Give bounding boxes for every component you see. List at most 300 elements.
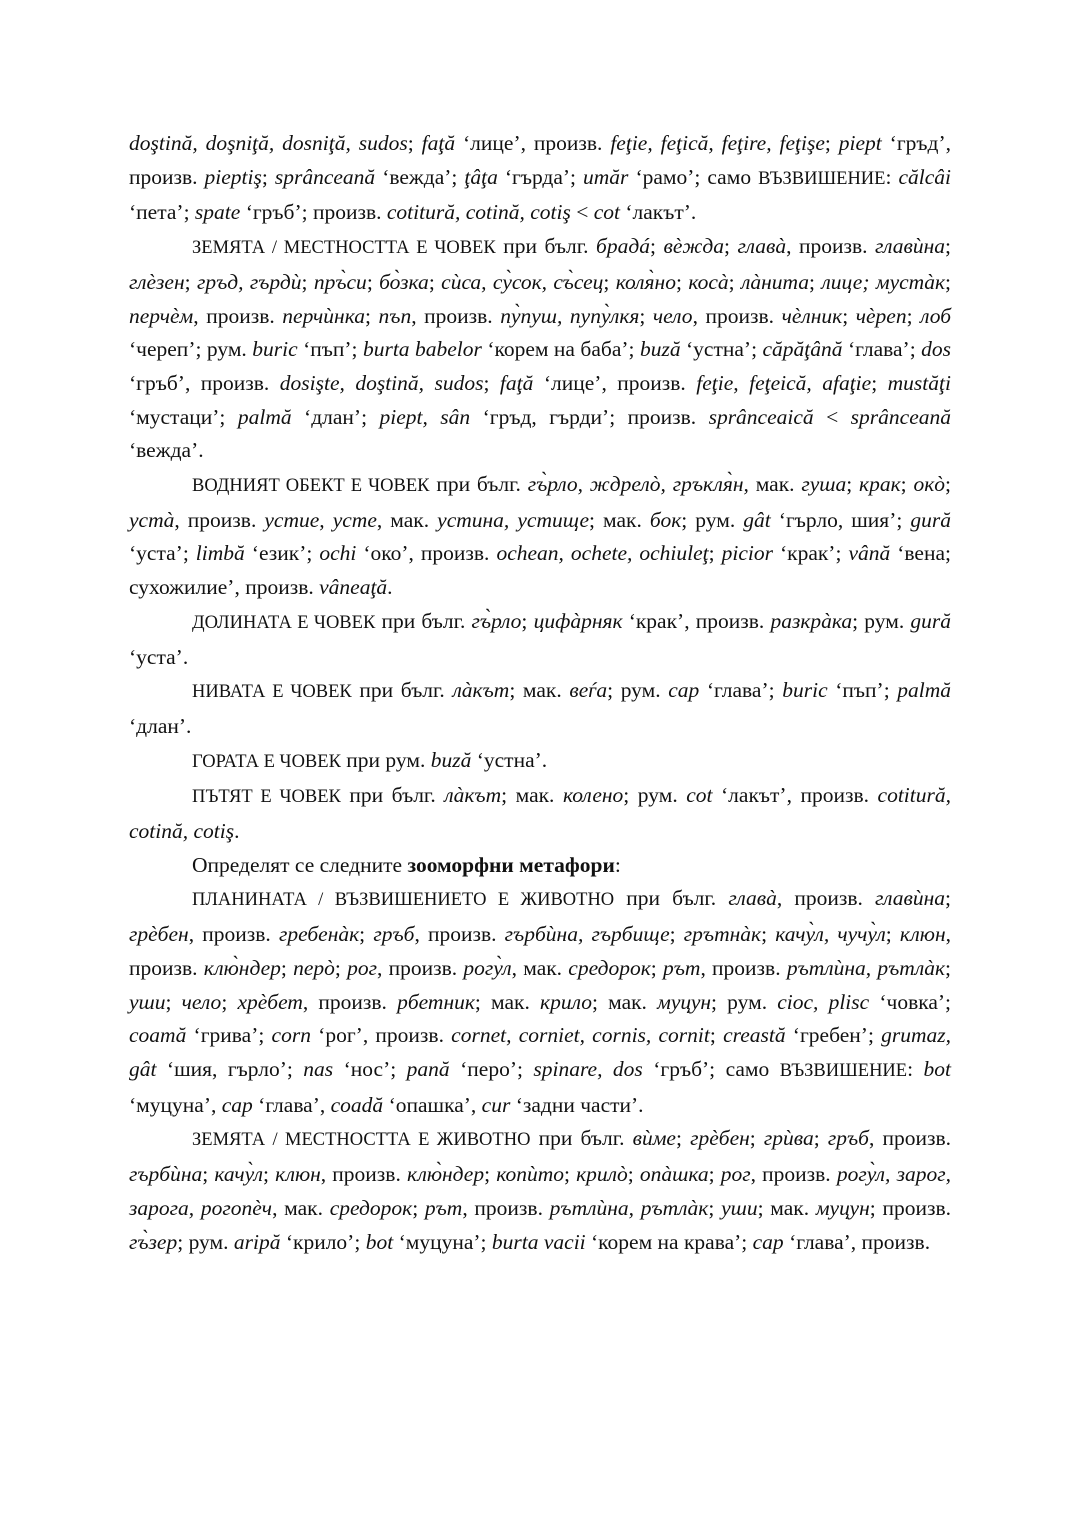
italic-term: doştină, doşniţă, dosniţă, sudos bbox=[129, 131, 408, 155]
text-run: ‘гребен’; bbox=[785, 1023, 882, 1048]
italic-term: глѐзен bbox=[129, 269, 185, 294]
italic-term: sprânceană bbox=[850, 404, 951, 429]
text-run: ; мак. bbox=[757, 1195, 816, 1220]
text-run: ; bbox=[627, 1162, 640, 1187]
text-run: ; bbox=[813, 1126, 828, 1151]
italic-term: pieptiş bbox=[204, 164, 262, 189]
document-page bbox=[129, 127, 951, 1259]
text-run: ; мак. bbox=[474, 989, 541, 1014]
italic-term: рог bbox=[347, 955, 378, 980]
text-run: ‘рамо’; само bbox=[628, 164, 759, 189]
text-run: ‘гърда’; bbox=[497, 164, 584, 189]
italic-term: уши bbox=[129, 989, 166, 1014]
italic-term: брадá bbox=[596, 234, 650, 259]
italic-term: рогу̀л bbox=[463, 955, 512, 980]
italic-term: чело bbox=[652, 303, 693, 328]
italic-term: крило bbox=[540, 989, 592, 1014]
italic-term: главѝна bbox=[875, 886, 946, 911]
text-run: ; bbox=[749, 1126, 764, 1151]
italic-term: рътлѝна, рътлàк bbox=[549, 1195, 709, 1220]
paragraph bbox=[129, 744, 951, 780]
text-run: ; bbox=[669, 922, 684, 947]
text-run: ‘пъп’; bbox=[297, 337, 363, 362]
italic-term: устие, усте bbox=[264, 507, 377, 532]
text-run: ‘грива’; bbox=[186, 1023, 272, 1048]
text-run: ‘глава’, bbox=[252, 1092, 331, 1117]
italic-term: устà bbox=[129, 507, 175, 532]
italic-term: уши bbox=[721, 1195, 758, 1220]
italic-term: грѐбен bbox=[690, 1126, 750, 1151]
text-run: ‘шия, гърло’; bbox=[156, 1056, 304, 1081]
italic-term: крилò bbox=[576, 1162, 628, 1187]
text-run: , произв. bbox=[462, 1195, 550, 1220]
text-run: ; рум. bbox=[607, 678, 669, 703]
text-run: ; bbox=[809, 269, 822, 294]
text-run: ‘човка’; bbox=[869, 989, 952, 1014]
text-run: ; bbox=[412, 1195, 425, 1220]
smallcaps-label: ПЛАНИНАТА / ВЪЗВИШЕНИЕТО Е ЖИВОТНО bbox=[192, 890, 615, 911]
text-run: ‘глава’; bbox=[842, 337, 922, 362]
italic-term: palmă bbox=[237, 404, 292, 429]
italic-term: рог bbox=[720, 1162, 751, 1187]
text-run: ; bbox=[675, 269, 689, 294]
text-run: , произв. bbox=[320, 1162, 407, 1187]
text-run: ; bbox=[359, 922, 374, 947]
paragraph bbox=[129, 779, 951, 848]
paragraph bbox=[129, 605, 951, 674]
text-run: , произв. bbox=[776, 886, 876, 911]
italic-term: cot bbox=[593, 200, 620, 225]
text-run: ; bbox=[639, 303, 653, 328]
italic-term: цифàрняк bbox=[533, 608, 623, 633]
italic-term: чело bbox=[181, 989, 222, 1014]
italic-term: рът bbox=[663, 955, 701, 980]
italic-term: faţă bbox=[421, 131, 456, 155]
italic-term: ochi bbox=[319, 541, 357, 566]
text-run: ‘пета’; bbox=[129, 200, 195, 225]
italic-term: ochean, ochete, ochiuleţ bbox=[496, 541, 709, 566]
text-run: ‘перо’; bbox=[449, 1056, 534, 1081]
text-run: , произв. bbox=[786, 234, 876, 259]
italic-term: главà bbox=[737, 234, 787, 259]
italic-term: окò bbox=[913, 472, 946, 497]
text-run: , произв. bbox=[411, 303, 501, 328]
text-run: ; bbox=[165, 989, 182, 1014]
text-run: ; bbox=[301, 269, 314, 294]
italic-term: крак bbox=[859, 472, 901, 497]
text-run: ; bbox=[675, 1126, 691, 1151]
text-run: ; bbox=[262, 1162, 276, 1187]
italic-term: разкрàка bbox=[770, 608, 853, 633]
text-run: ; мак. bbox=[501, 783, 563, 808]
text-run: ; bbox=[724, 234, 738, 259]
italic-term: cap bbox=[668, 678, 700, 703]
text-run: ‘устна’. bbox=[471, 747, 548, 772]
text-run: ‘вежда’; bbox=[375, 164, 465, 189]
smallcaps-label: ВЪЗВИШЕНИЕ bbox=[758, 168, 886, 189]
italic-term: клю̀ндер bbox=[203, 955, 281, 980]
paragraph bbox=[129, 849, 951, 883]
text-run: ; bbox=[824, 131, 839, 155]
text-run: ‘корем на баба’; bbox=[481, 337, 640, 362]
italic-term: limbă bbox=[195, 541, 245, 566]
text-run: < bbox=[570, 200, 594, 225]
italic-term: гръд, гърдѝ bbox=[196, 269, 302, 294]
italic-term: feţie, feţeică, afaţie bbox=[696, 370, 872, 395]
italic-term: рът bbox=[424, 1195, 463, 1220]
text-run: ‘уста’. bbox=[129, 644, 189, 669]
text-run: при бълг. bbox=[351, 678, 453, 703]
text-run: ‘рог’, произв. bbox=[310, 1023, 452, 1048]
text-run: ‘крак’; bbox=[772, 541, 849, 566]
text-run: при бълг. bbox=[375, 608, 472, 633]
text-run: ; bbox=[366, 269, 380, 294]
italic-term: dosişte, doştină, sudos bbox=[279, 370, 484, 395]
paragraph bbox=[129, 468, 951, 605]
text-run: ; bbox=[365, 303, 379, 328]
text-run: ‘вежда’. bbox=[129, 438, 204, 463]
italic-term: gură bbox=[910, 507, 951, 532]
text-run: , произв. bbox=[174, 507, 265, 532]
text-run: , произв. bbox=[692, 303, 782, 328]
italic-term: burta babelor bbox=[362, 337, 482, 362]
text-run: ‘глава’; bbox=[699, 678, 783, 703]
italic-term: лàкът bbox=[452, 678, 510, 703]
italic-term: gură bbox=[910, 608, 951, 633]
italic-term: веѓа bbox=[569, 678, 608, 703]
italic-term: средорок bbox=[568, 955, 651, 980]
text-run: ; bbox=[521, 608, 534, 633]
italic-term: устина, устище bbox=[437, 507, 590, 532]
text-run: при бълг. bbox=[530, 1126, 633, 1151]
text-run: ; bbox=[906, 303, 921, 328]
italic-term: клю̀ндер bbox=[406, 1162, 485, 1187]
text-run: ; bbox=[945, 955, 951, 980]
text-run: ‘глава’, произв. bbox=[783, 1229, 931, 1254]
text-run: ; рум. bbox=[681, 507, 744, 532]
italic-term: рътлѝна, рътлàк bbox=[786, 955, 946, 980]
text-run: , произв. bbox=[750, 1162, 837, 1187]
italic-term: чѐреп bbox=[855, 303, 907, 328]
text-run: ‘гръб’; само bbox=[642, 1056, 780, 1081]
italic-term: bot bbox=[365, 1229, 394, 1254]
text-run: ; bbox=[945, 472, 951, 497]
smallcaps-label: ВОДНИЯТ ОБЕКТ Е ЧОВЕК bbox=[192, 476, 430, 497]
text-run: . bbox=[387, 575, 393, 600]
italic-term: burta vacii bbox=[491, 1229, 586, 1254]
italic-term: опàшка bbox=[639, 1162, 709, 1187]
paragraph bbox=[129, 1122, 951, 1259]
italic-term: пръ̀си bbox=[313, 269, 367, 294]
italic-term: bot bbox=[923, 1056, 951, 1081]
italic-term: coadă bbox=[330, 1092, 384, 1117]
paragraph bbox=[129, 882, 951, 1122]
text-run: ‘вена; сухожилие’, произв. bbox=[129, 541, 951, 600]
italic-term: качу̀л bbox=[214, 1162, 263, 1187]
text-run: ; рум. bbox=[852, 608, 911, 633]
paragraph bbox=[129, 230, 951, 468]
text-run: ; bbox=[649, 234, 664, 259]
italic-term: călcâi bbox=[898, 164, 951, 189]
italic-term: ţâţa bbox=[464, 164, 498, 189]
text-run: ; bbox=[945, 886, 952, 911]
smallcaps-label: ВЪЗВИШЕНИЕ bbox=[779, 1060, 908, 1081]
text-run: при бълг. bbox=[614, 886, 729, 911]
italic-term: качу̀л, чучу̀л bbox=[775, 922, 886, 947]
text-run: , произв. bbox=[700, 955, 787, 980]
italic-term: umăr bbox=[583, 164, 629, 189]
text-run: , произв. bbox=[188, 922, 279, 947]
italic-term: spate bbox=[194, 200, 241, 225]
italic-term: faţă bbox=[499, 370, 534, 395]
text-run: ‘муцуна’, bbox=[129, 1092, 222, 1117]
text-run: ‘лакът’. bbox=[620, 200, 697, 225]
italic-term: gât bbox=[743, 507, 771, 532]
text-run: ‘око’, произв. bbox=[356, 541, 497, 566]
smallcaps-label: ЗЕМЯТА / МЕСТНОСТТА Е ЖИВОТНО bbox=[192, 1130, 531, 1151]
italic-term: mustăţi bbox=[887, 370, 951, 395]
text-run: ; bbox=[280, 955, 294, 980]
italic-term: главà bbox=[728, 886, 777, 911]
smallcaps-label: ДОЛИНАТА Е ЧОВЕК bbox=[192, 612, 376, 633]
italic-term: лàнита bbox=[740, 269, 810, 294]
text-run: ‘муцуна’; bbox=[393, 1229, 492, 1254]
text-run: , произв. bbox=[414, 922, 505, 947]
text-run: ‘гръд’, произв. bbox=[129, 131, 951, 189]
italic-term: лице; мустàк bbox=[821, 269, 946, 294]
italic-term: buză bbox=[430, 747, 472, 772]
text-run: , мак. bbox=[376, 507, 438, 532]
italic-term: муцун bbox=[815, 1195, 870, 1220]
italic-term: лàкът bbox=[444, 783, 502, 808]
text-run: ‘гръд, гърди’; произв. bbox=[470, 404, 709, 429]
italic-term: гребенàк bbox=[278, 922, 360, 947]
italic-term: гръб bbox=[827, 1126, 869, 1151]
italic-term: рогу̀л, зарог, зарога, рогопѐч bbox=[129, 1162, 951, 1220]
text-run: ‘длан’; bbox=[291, 404, 380, 429]
italic-term: cotitură, cotină, cotiş bbox=[129, 783, 951, 844]
italic-term: грѝва bbox=[763, 1126, 814, 1151]
text-run: ; произв. bbox=[869, 1195, 952, 1220]
text-run: , произв. bbox=[129, 922, 951, 980]
text-run: ; bbox=[945, 269, 951, 294]
italic-term: колено bbox=[562, 783, 624, 808]
text-run: , произв. bbox=[377, 955, 464, 980]
text-run: ‘нос’; bbox=[333, 1056, 407, 1081]
text-run: ; bbox=[563, 1162, 577, 1187]
text-run: мак. bbox=[748, 472, 802, 497]
text-run: ‘корем на крава’; bbox=[585, 1229, 753, 1254]
italic-term: spinare, dos bbox=[533, 1056, 643, 1081]
italic-term: palmă bbox=[897, 678, 952, 703]
smallcaps-label: ГОРАТА Е ЧОВЕК bbox=[192, 751, 341, 772]
italic-term: пу̀пуш, пупу̀лкя bbox=[500, 303, 640, 328]
italic-term: клюн bbox=[275, 1162, 321, 1187]
italic-term: aripă bbox=[233, 1229, 281, 1254]
text-run: ‘лице’, произв. bbox=[533, 370, 697, 395]
text-run: ; bbox=[945, 234, 952, 259]
text-run: ‘гръб’, произв. bbox=[129, 370, 280, 395]
text-run: ‘мустаци’; bbox=[129, 404, 238, 429]
italic-term: бок bbox=[649, 507, 682, 532]
italic-term: гуша bbox=[801, 472, 847, 497]
italic-term: buric bbox=[782, 678, 828, 703]
text-run: ; bbox=[871, 370, 888, 395]
italic-term: creastă bbox=[723, 1023, 786, 1048]
text-run: Определят се следните bbox=[192, 852, 408, 877]
bold-text: зооморфни метафори bbox=[407, 852, 615, 877]
italic-term: перò bbox=[293, 955, 335, 980]
italic-term: cur bbox=[481, 1092, 511, 1117]
italic-term: feţie, feţică, feţire, feţişe bbox=[610, 131, 825, 155]
text-run: ; bbox=[728, 269, 741, 294]
text-run: ; bbox=[842, 303, 856, 328]
text-run: ‘гърло, шия’; bbox=[770, 507, 911, 532]
italic-term: cotitură, cotină, cotiş bbox=[386, 200, 571, 225]
italic-term: копѝто bbox=[496, 1162, 564, 1187]
text-run: : bbox=[907, 1056, 924, 1081]
text-run: ; рум. bbox=[623, 783, 687, 808]
text-run: , произв. bbox=[193, 303, 283, 328]
italic-term: nas bbox=[303, 1056, 334, 1081]
text-run: , произв. bbox=[302, 989, 398, 1014]
italic-term: гъ̀рло bbox=[471, 608, 522, 633]
italic-term: pană bbox=[406, 1056, 450, 1081]
italic-term: sprânceană bbox=[274, 164, 376, 189]
italic-term: сѝса, су̀сок, съ̀сец bbox=[441, 269, 604, 294]
smallcaps-label: НИВАТА Е ЧОВЕК bbox=[192, 682, 352, 703]
text-run: , мак. bbox=[511, 955, 569, 980]
text-run: ‘лакът’, произв. bbox=[712, 783, 878, 808]
italic-term: piept bbox=[838, 131, 882, 155]
italic-term: гъ̀зер bbox=[129, 1229, 178, 1254]
italic-term: коля̀но bbox=[615, 269, 676, 294]
text-run: ; мак. bbox=[589, 507, 650, 532]
italic-term: corn bbox=[271, 1023, 311, 1048]
text-run: ; bbox=[708, 541, 722, 566]
italic-term: picior bbox=[721, 541, 773, 566]
text-run: ; bbox=[261, 164, 275, 189]
italic-term: coamă bbox=[129, 1023, 187, 1048]
italic-term: косà bbox=[688, 269, 729, 294]
italic-term: buză bbox=[639, 337, 681, 362]
italic-term: средорок bbox=[329, 1195, 413, 1220]
italic-term: гърбѝна, гърбище bbox=[504, 922, 670, 947]
text-run: ‘пъп’; bbox=[827, 678, 898, 703]
italic-term: грѐбен bbox=[129, 922, 189, 947]
text-run: ‘крило’; bbox=[280, 1229, 366, 1254]
text-run: ‘крак’, произв. bbox=[622, 608, 771, 633]
italic-term: чѐлник bbox=[781, 303, 843, 328]
italic-term: vână bbox=[848, 541, 891, 566]
italic-term: cioc, plisc bbox=[777, 989, 870, 1014]
text-run: при бълг. bbox=[495, 234, 597, 259]
italic-term: căpăţână bbox=[762, 337, 843, 362]
text-run: , произв. bbox=[868, 1126, 951, 1151]
italic-term: перчѝнка bbox=[282, 303, 365, 328]
text-run: ; bbox=[885, 922, 900, 947]
italic-term: cornet, corniet, cornis, cornit bbox=[451, 1023, 710, 1048]
text-run: при бълг. bbox=[429, 472, 528, 497]
text-run: ; bbox=[900, 472, 914, 497]
text-run: ; bbox=[221, 989, 238, 1014]
text-run: < bbox=[813, 404, 851, 429]
italic-term: главѝна bbox=[875, 234, 946, 259]
italic-term: dos bbox=[921, 337, 951, 362]
text-run: при рум. bbox=[340, 747, 431, 772]
text-run: ; bbox=[708, 1195, 722, 1220]
text-run: ‘лице’, произв. bbox=[455, 131, 611, 155]
italic-term: piept, sân bbox=[379, 404, 471, 429]
text-run: ; bbox=[484, 1162, 497, 1187]
italic-term: хрѐбет bbox=[237, 989, 303, 1014]
text-run: ; bbox=[407, 131, 422, 155]
italic-term: грътнàк bbox=[683, 922, 762, 947]
text-run: . bbox=[234, 819, 240, 844]
text-run: ‘задни части’. bbox=[510, 1092, 644, 1117]
italic-term: клюн bbox=[899, 922, 946, 947]
italic-term: пъп bbox=[378, 303, 412, 328]
text-run: ; bbox=[709, 1023, 724, 1048]
text-run: ; мак. bbox=[509, 678, 570, 703]
italic-term: sprânceaică bbox=[708, 404, 814, 429]
text-run: ; bbox=[846, 472, 860, 497]
italic-term: grumaz, gât bbox=[129, 1023, 952, 1081]
text-run: ‘уста’; bbox=[129, 541, 196, 566]
italic-term: vâneaţă bbox=[319, 575, 388, 600]
text-run: ‘опашка’, bbox=[383, 1092, 482, 1117]
italic-term: лоб bbox=[920, 303, 952, 328]
paragraph bbox=[129, 674, 951, 743]
text-run: , мак. bbox=[272, 1195, 330, 1220]
italic-term: муцун bbox=[657, 989, 712, 1014]
text-run: ; bbox=[603, 269, 616, 294]
text-run: : bbox=[614, 852, 621, 877]
text-run: : bbox=[885, 164, 899, 189]
text-run: при бълг. bbox=[340, 783, 445, 808]
italic-term: вѝме bbox=[632, 1126, 676, 1151]
italic-term: бо̀зка bbox=[379, 269, 429, 294]
italic-term: buric bbox=[252, 337, 298, 362]
paragraph bbox=[129, 127, 951, 230]
italic-term: вѐжда bbox=[663, 234, 724, 259]
text-run: ; мак. bbox=[591, 989, 658, 1014]
text-run: ‘гръб’; произв. bbox=[240, 200, 387, 225]
text-run: ‘длан’. bbox=[129, 713, 192, 738]
italic-term: перчѐм bbox=[129, 303, 194, 328]
text-run: ; bbox=[202, 1162, 215, 1187]
text-run: ; рум. bbox=[177, 1229, 234, 1254]
italic-term: гърбѝна bbox=[129, 1162, 203, 1187]
italic-term: гръб bbox=[373, 922, 415, 947]
text-run: ‘устна’; bbox=[680, 337, 763, 362]
text-run: ; bbox=[184, 269, 197, 294]
smallcaps-label: ЗЕМЯТА / МЕСТНОСТТА Е ЧОВЕК bbox=[192, 238, 496, 259]
text-run: ‘език’; bbox=[244, 541, 320, 566]
italic-term: cap bbox=[221, 1092, 253, 1117]
smallcaps-label: ПЪТЯТ Е ЧОВЕК bbox=[192, 787, 341, 808]
text-run: ‘череп’; рум. bbox=[129, 337, 253, 362]
text-run: ; bbox=[761, 922, 776, 947]
text-run: ; bbox=[334, 955, 348, 980]
italic-term: cot bbox=[686, 783, 713, 808]
text-run: ; рум. bbox=[711, 989, 778, 1014]
text-run: ; bbox=[428, 269, 442, 294]
italic-term: cap bbox=[752, 1229, 784, 1254]
italic-term: гъ̀рло, ждрелò, гръкля̀н, bbox=[527, 472, 749, 497]
text-run: ; bbox=[483, 370, 500, 395]
text-run: ; bbox=[650, 955, 663, 980]
